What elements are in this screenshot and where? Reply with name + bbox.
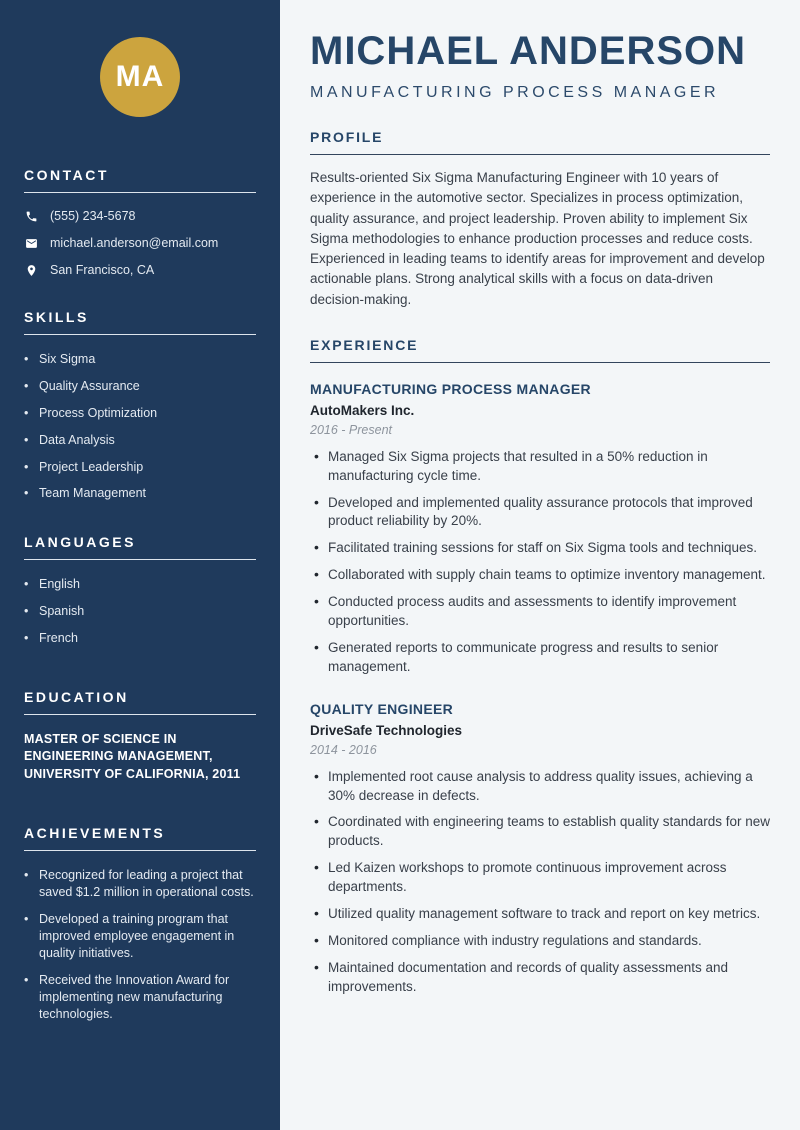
- contact-item-location: [24, 263, 256, 277]
- job-bullet: • Generated reports to communicate progress and results to senior management.: [310, 639, 770, 677]
- experience-divider: [310, 362, 770, 363]
- contact-section-title: CONTACT: [24, 167, 109, 183]
- achievements-divider: [24, 850, 256, 851]
- job-bullet: • Implemented root cause analysis to address quality issues, achieving a 30% decrease in defects.: [310, 768, 770, 806]
- job-bullet: • Managed Six Sigma projects that resulted in a 50% reduction in manufacturing cycle time.: [310, 448, 770, 486]
- job-bullet: • Facilitated training sessions for staff on Six Sigma tools and techniques.: [310, 539, 770, 558]
- skill-item: • Process Optimization: [24, 405, 256, 422]
- person-job-title: MANUFACTURING PROCESS MANAGER: [310, 84, 720, 101]
- language-item: • English: [24, 576, 256, 593]
- skills-section-title: SKILLS: [24, 309, 89, 325]
- skill-item: • Six Sigma: [24, 351, 256, 368]
- sidebar: [0, 0, 280, 1130]
- phone-icon: [24, 209, 38, 223]
- job-bullet: • Conducted process audits and assessments to identify improvement opportunities.: [310, 593, 770, 631]
- contact-divider: [24, 192, 256, 193]
- job-entry: [310, 381, 770, 677]
- skills-section: [24, 309, 256, 502]
- avatar-initials: MA: [115, 60, 165, 93]
- language-item: • French: [24, 630, 256, 647]
- location-icon: [24, 263, 38, 277]
- achievements-list: [24, 867, 256, 1022]
- achievement-item: • Recognized for leading a project that saved $1.2 million in operational costs.: [24, 867, 256, 901]
- languages-list: [24, 576, 256, 647]
- phone-value: (555) 234-5678: [50, 209, 136, 223]
- skill-item: • Quality Assurance: [24, 378, 256, 395]
- profile-divider: [310, 154, 770, 155]
- avatar: [100, 37, 180, 117]
- achievements-section-title: ACHIEVEMENTS: [24, 825, 166, 842]
- languages-section-title: LANGUAGES: [24, 534, 136, 551]
- location-value: San Francisco, CA: [50, 263, 155, 277]
- job-company: AutoMakers Inc.: [310, 402, 415, 418]
- achievements-section: [24, 825, 256, 1022]
- skills-list: [24, 351, 256, 502]
- job-role: QUALITY ENGINEER: [310, 700, 454, 717]
- contact-item-phone: [24, 209, 256, 223]
- job-bullet: • Utilized quality management software to track and report on key metrics.: [310, 905, 770, 924]
- experience-section-title: EXPERIENCE: [310, 336, 419, 353]
- job-bullet: • Collaborated with supply chain teams to optimize inventory management.: [310, 566, 770, 585]
- skill-item: • Data Analysis: [24, 432, 256, 449]
- job-company: DriveSafe Technologies: [310, 722, 463, 738]
- job-bullet-list: [310, 768, 770, 997]
- profile-section: [310, 129, 770, 310]
- education-divider: [24, 714, 256, 715]
- skill-item: • Project Leadership: [24, 459, 256, 476]
- experience-section: [310, 337, 770, 997]
- job-bullet: • Led Kaizen workshops to promote continuous improvement across departments.: [310, 859, 770, 897]
- language-item: • Spanish: [24, 603, 256, 620]
- education-section: [24, 689, 256, 784]
- profile-section-title: PROFILE: [310, 129, 384, 145]
- contact-section: [24, 167, 256, 277]
- languages-section: [24, 534, 256, 647]
- contact-item-email: [24, 236, 256, 250]
- skills-divider: [24, 334, 256, 335]
- person-name: MICHAEL ANDERSON: [310, 29, 747, 73]
- job-bullet: • Developed and implemented quality assurance protocols that improved product reliability by 20%.: [310, 494, 770, 532]
- job-dates: 2016 - Present: [310, 422, 392, 437]
- achievement-item: • Developed a training program that improved employee engagement in quality initiatives.: [24, 911, 256, 962]
- job-bullet: • Coordinated with engineering teams to establish quality standards for new products.: [310, 813, 770, 851]
- education-section-title: EDUCATION: [24, 688, 129, 705]
- email-value: michael.anderson@email.com: [50, 236, 219, 250]
- education-degree: MASTER OF SCIENCE IN ENGINEERING MANAGEMENT, UNIVERSITY OF CALIFORNIA, 2011: [24, 731, 241, 781]
- job-bullet: • Maintained documentation and records of quality assessments and improvements.: [310, 959, 770, 997]
- job-bullet-list: [310, 448, 770, 677]
- job-role: MANUFACTURING PROCESS MANAGER: [310, 380, 591, 397]
- job-entry: [310, 701, 770, 997]
- job-bullet: • Monitored compliance with industry regulations and standards.: [310, 932, 770, 951]
- profile-summary: Results-oriented Six Sigma Manufacturing Engineer with 10 years of experience in the automotive sector. Specializes in process optimization, quality assurance, and project leadership. Proven ability to implement Six Sigma methodologies to enhance production processes and reduce costs. Experienced in leading teams to identify areas for improvement and develop actionable plans. Strong analytical skills with a focus on data-driven decision-making.: [310, 170, 765, 307]
- languages-divider: [24, 559, 256, 560]
- job-dates: 2014 - 2016: [310, 742, 377, 757]
- main-content: [280, 0, 800, 1130]
- skill-item: • Team Management: [24, 485, 256, 502]
- email-icon: [24, 236, 38, 250]
- achievement-item: • Received the Innovation Award for implementing new manufacturing technologies.: [24, 972, 256, 1023]
